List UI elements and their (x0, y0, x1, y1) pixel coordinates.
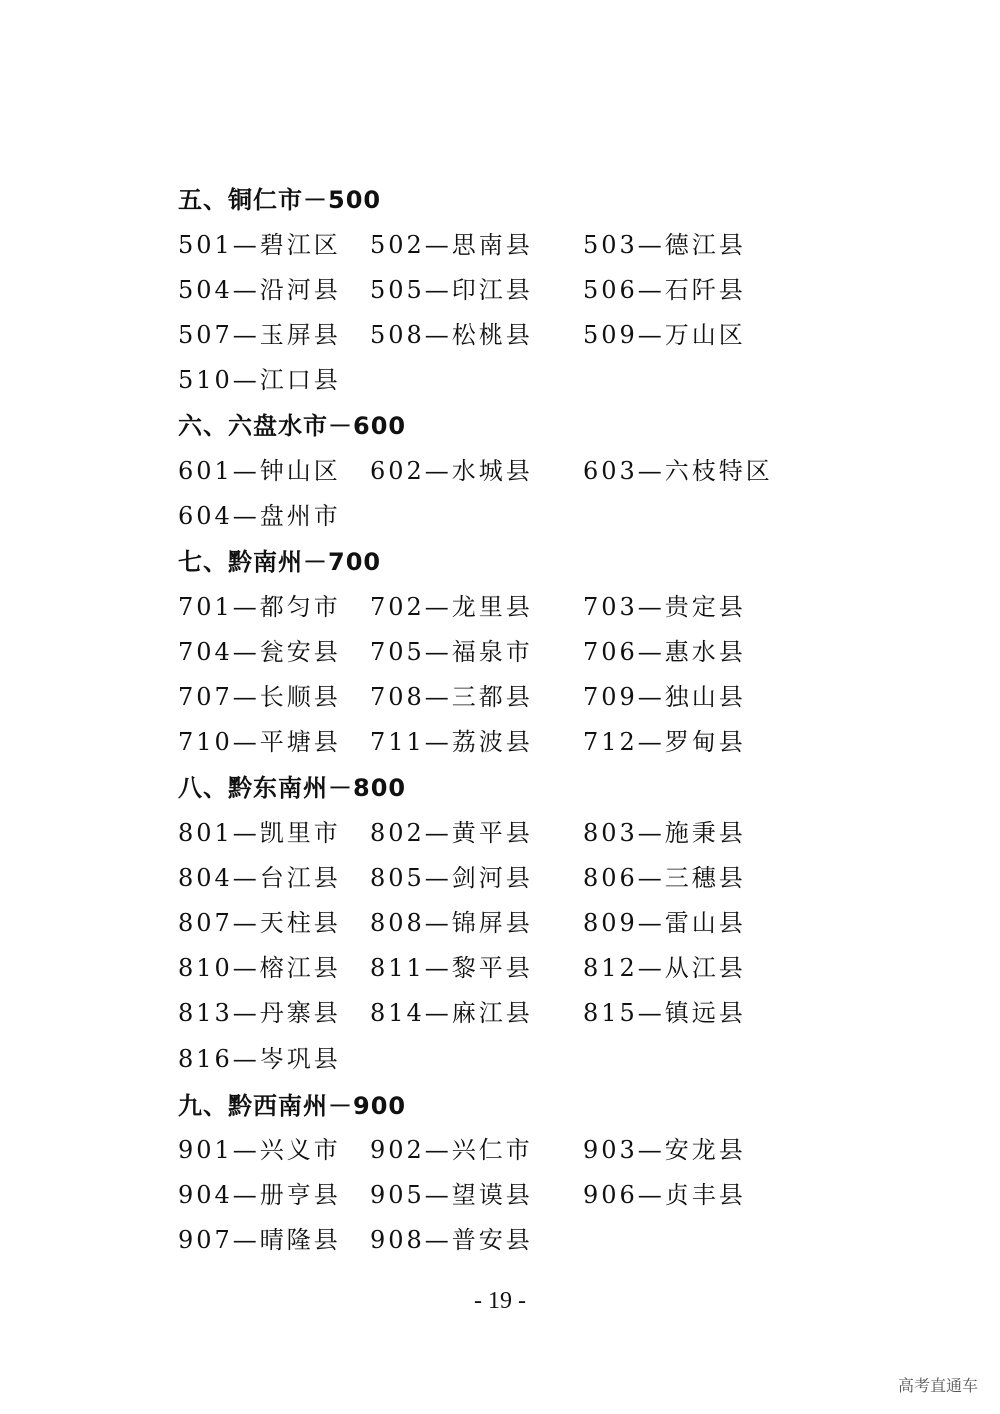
county-code-entry: 702—龙里县 (370, 593, 533, 621)
county-code-entry: 908—普安县 (370, 1226, 533, 1254)
county-code-entry: 508—松桃县 (370, 321, 533, 349)
section-heading: 六、六盘水市－600 (178, 412, 407, 440)
county-code-entry: 810—榕江县 (178, 954, 341, 982)
county-code-entry: 602—水城县 (370, 457, 533, 485)
county-code-entry: 501—碧江区 (178, 231, 341, 259)
county-code-entry: 804—台江县 (178, 864, 341, 892)
county-code-entry: 902—兴仁市 (370, 1136, 533, 1164)
county-code-entry: 603—六枝特区 (583, 457, 773, 485)
county-code-entry: 813—丹寨县 (178, 999, 341, 1027)
county-code-entry: 904—册亨县 (178, 1181, 341, 1209)
county-code-entry: 507—玉屏县 (178, 321, 341, 349)
county-code-entry: 803—施秉县 (583, 819, 746, 847)
county-code-entry: 504—沿河县 (178, 276, 341, 304)
county-code-entry: 816—岑巩县 (178, 1045, 341, 1073)
county-code-entry: 815—镇远县 (583, 999, 746, 1027)
county-code-entry: 712—罗甸县 (583, 728, 746, 756)
county-code-entry: 509—万山区 (583, 321, 746, 349)
county-code-entry: 701—都匀市 (178, 593, 341, 621)
county-code-entry: 901—兴义市 (178, 1136, 341, 1164)
county-code-entry: 707—长顺县 (178, 683, 341, 711)
county-code-entry: 906—贞丰县 (583, 1181, 746, 1209)
section-heading: 八、黔东南州－800 (178, 774, 407, 802)
county-code-entry: 505—印江县 (370, 276, 533, 304)
county-code-entry: 814—麻江县 (370, 999, 533, 1027)
county-code-entry: 710—平塘县 (178, 728, 341, 756)
county-code-entry: 903—安龙县 (583, 1136, 746, 1164)
county-code-entry: 502—思南县 (370, 231, 533, 259)
county-code-entry: 706—惠水县 (583, 638, 746, 666)
county-code-entry: 709—独山县 (583, 683, 746, 711)
county-code-entry: 503—德江县 (583, 231, 746, 259)
county-code-entry: 704—瓮安县 (178, 638, 341, 666)
county-code-entry: 809—雷山县 (583, 909, 746, 937)
county-code-entry: 601—钟山区 (178, 457, 341, 485)
county-code-entry: 802—黄平县 (370, 819, 533, 847)
watermark-text: 高考直通车 (897, 1376, 978, 1395)
county-code-entry: 705—福泉市 (370, 638, 533, 666)
county-code-entry: 808—锦屏县 (370, 909, 533, 937)
section-heading: 九、黔西南州－900 (178, 1092, 407, 1120)
county-code-entry: 708—三都县 (370, 683, 533, 711)
section-heading: 五、铜仁市－500 (178, 186, 382, 214)
county-code-entry: 905—望谟县 (370, 1181, 533, 1209)
county-code-entry: 907—晴隆县 (178, 1226, 341, 1254)
section-heading: 七、黔南州－700 (178, 548, 382, 576)
county-code-entry: 805—剑河县 (370, 864, 533, 892)
county-code-entry: 506—石阡县 (583, 276, 746, 304)
county-code-entry: 812—从江县 (583, 954, 746, 982)
county-code-entry: 807—天柱县 (178, 909, 341, 937)
county-code-entry: 811—黎平县 (370, 954, 533, 982)
county-code-entry: 604—盘州市 (178, 502, 341, 530)
page-number: - 19 - (474, 1288, 526, 1314)
county-code-entry: 510—江口县 (178, 366, 341, 394)
county-code-entry: 703—贵定县 (583, 593, 746, 621)
county-code-entry: 711—荔波县 (370, 728, 533, 756)
county-code-entry: 801—凯里市 (178, 819, 341, 847)
county-code-entry: 806—三穗县 (583, 864, 746, 892)
